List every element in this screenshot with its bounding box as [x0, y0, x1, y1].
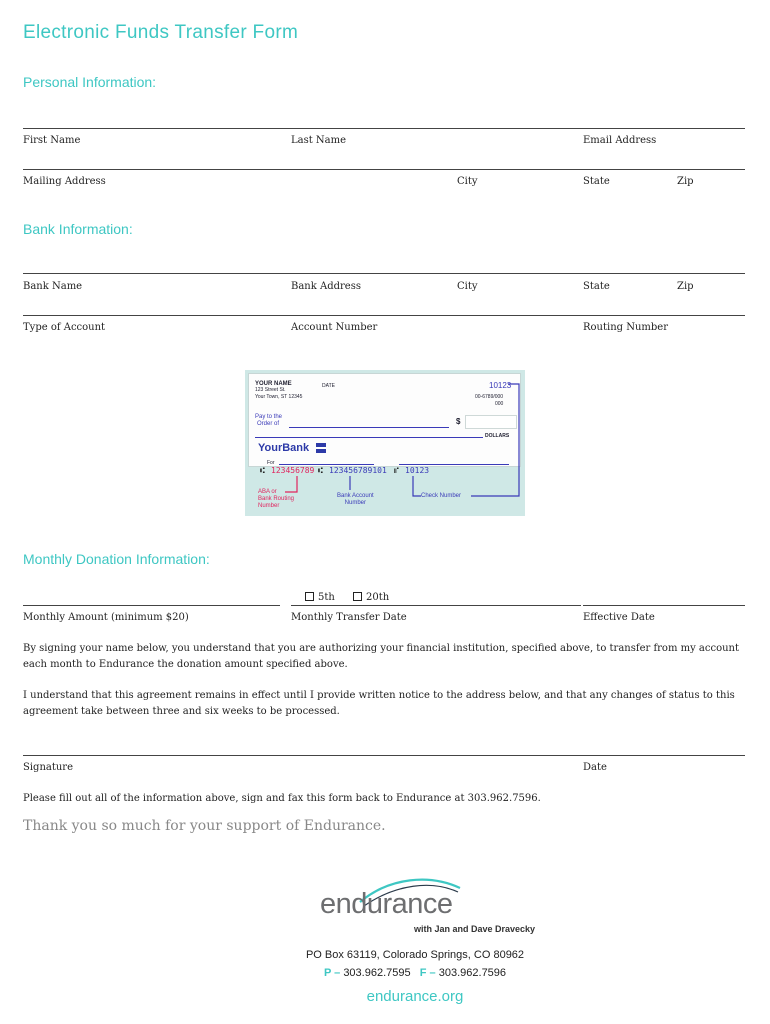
- micr-symbol-2: ⑆: [318, 466, 323, 475]
- monthly-amount-line[interactable]: [23, 605, 280, 606]
- phone-number: 303.962.7595: [343, 967, 411, 979]
- transfer-date-5th-checkbox[interactable]: 5th: [305, 592, 335, 603]
- micr-symbol-3: ⑈: [394, 466, 399, 475]
- personal-row1-line[interactable]: [23, 128, 745, 129]
- date-label: Date: [583, 762, 607, 773]
- agreement-paragraph: I understand that this agreement remains in effect until I provide written notice to the address below, and that any changes of status to this agreement take between three and six weeks to be processed.: [23, 690, 735, 717]
- check-for-label: For: [267, 460, 275, 466]
- bank-zip-label: Zip: [677, 281, 694, 292]
- state-label: State: [583, 176, 610, 187]
- form-title: Electronic Funds Transfer Form: [23, 22, 299, 43]
- bank-row2-line[interactable]: [23, 315, 745, 316]
- checkbox-icon: [305, 592, 314, 601]
- signature-line[interactable]: [23, 755, 745, 756]
- contact-numbers: [0, 967, 770, 979]
- monthly-transfer-date-label: Monthly Transfer Date: [291, 612, 407, 623]
- micr-routing-number: 123456789: [271, 466, 315, 475]
- mailing-address-label: Mailing Address: [23, 176, 106, 187]
- callout-account-label: Bank Account Number: [337, 493, 374, 506]
- bank-name-label: Bank Name: [23, 281, 83, 292]
- check-branch: 000: [495, 401, 504, 407]
- email-label: Email Address: [583, 135, 657, 146]
- logo-tagline: with Jan and Dave Dravecky: [414, 924, 536, 934]
- section-donation-heading: Monthly Donation Information:: [23, 551, 210, 567]
- micr-check-number: 10123: [405, 466, 430, 475]
- check-name-line: YOUR NAME: [255, 381, 292, 387]
- bank-row1-line[interactable]: [23, 273, 745, 274]
- endurance-logo: [300, 872, 536, 942]
- effective-date-line[interactable]: [583, 605, 745, 606]
- callout-routing-label: ABA or Bank Routing Number: [258, 489, 295, 509]
- zip-label: Zip: [677, 176, 694, 187]
- callout-check-number-label: Check Number: [421, 493, 462, 499]
- check-city-line: Your Town, ST 12345: [255, 394, 303, 400]
- transfer-date-line: [291, 605, 581, 606]
- city-label: City: [457, 176, 478, 187]
- fax-number: 303.962.7596: [438, 967, 507, 979]
- monthly-amount-label: Monthly Amount (minimum $20): [23, 612, 189, 623]
- account-type-label: Type of Account: [23, 322, 106, 333]
- thank-you-note: Thank you so much for your support of Endurance.: [23, 818, 386, 834]
- check-number-top: 10123: [489, 381, 512, 390]
- bank-state-label: State: [583, 281, 610, 292]
- website-link[interactable]: endurance.org: [366, 988, 464, 1005]
- first-name-label: First Name: [23, 135, 81, 146]
- last-name-label: Last Name: [291, 135, 347, 146]
- fax-instructions: Please fill out all of the information above, sign and fax this form back to Endurance at 303.962.7596.: [23, 793, 541, 804]
- phone-label: P –: [323, 967, 341, 979]
- mailing-address: PO Box 63119, Colorado Springs, CO 80962: [305, 949, 525, 961]
- signature-label: Signature: [23, 762, 74, 773]
- logo-wordmark: endurance: [320, 888, 453, 920]
- check-date-label: DATE: [322, 383, 335, 389]
- check-pay-to: Pay to the: [255, 414, 283, 420]
- micr-account-number: 123456789101: [329, 466, 387, 475]
- bank-address-label: Bank Address: [291, 281, 361, 292]
- fax-label: F –: [419, 967, 436, 979]
- authorization-paragraph: By signing your name below, you understand that you are authorizing your financial institution, specified above, to transfer from my account each month to Endurance the donation amount specified above.: [23, 643, 739, 670]
- section-bank-heading: Bank Information:: [23, 221, 133, 237]
- effective-date-label: Effective Date: [583, 612, 655, 623]
- account-number-label: Account Number: [291, 322, 378, 333]
- check-order-of: Order of: [257, 421, 280, 427]
- transfer-date-20th-checkbox[interactable]: 20th: [353, 592, 389, 603]
- check-dollar-sign: $: [456, 417, 461, 426]
- check-street-line: 123 Street St.: [255, 387, 286, 393]
- micr-symbol-1: ⑆: [260, 466, 265, 475]
- checkbox-icon: [353, 592, 362, 601]
- check-bank-name: YourBank: [258, 442, 310, 454]
- check-dollars-label: DOLLARS: [485, 433, 510, 439]
- check-fraction: 00-6789/000: [475, 394, 504, 400]
- section-personal-heading: Personal Information:: [23, 74, 157, 90]
- sample-check-image: [245, 370, 525, 516]
- bank-city-label: City: [457, 281, 478, 292]
- personal-row2-line[interactable]: [23, 169, 745, 170]
- routing-number-label: Routing Number: [583, 322, 668, 333]
